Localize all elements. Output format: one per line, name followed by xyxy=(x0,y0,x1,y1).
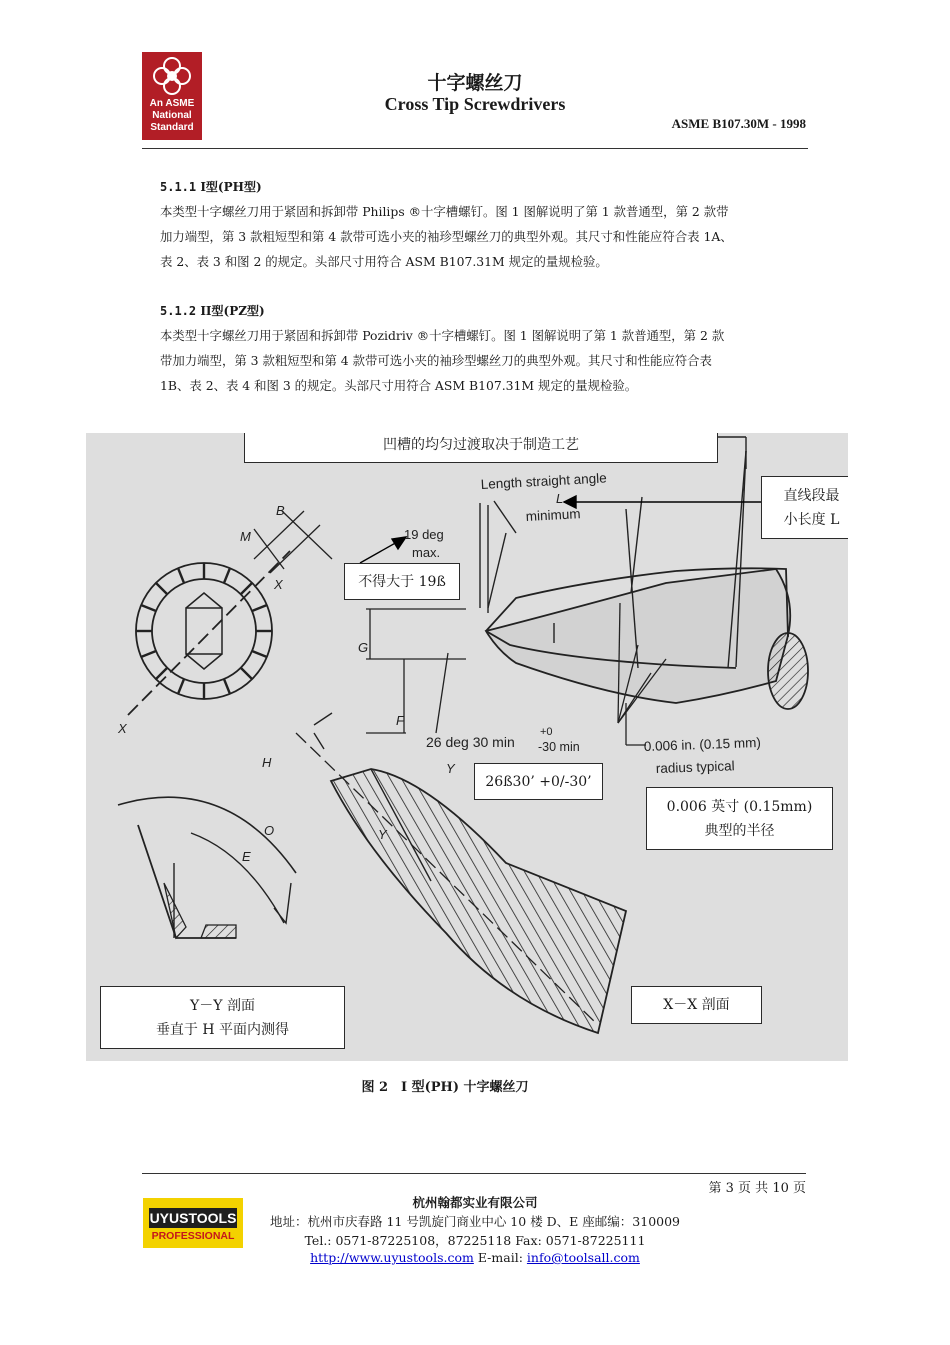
label-minus30: -30 min xyxy=(538,740,580,754)
page-number: 第 3 页 共 10 页 xyxy=(708,1181,806,1196)
label-radius-1: 0.006 in. (0.15 mm) xyxy=(643,734,762,754)
email-link[interactable]: info@toolsall.com xyxy=(526,1250,640,1265)
uyustools-brand: UYUSTOOLS xyxy=(149,1210,237,1226)
label-minimum: minimum xyxy=(525,506,581,524)
label-L: L xyxy=(556,491,564,506)
section-body-512: 本类型十字螺丝刀用于紧固和拆卸带 Pozidriv ®十字槽螺钉。图 1 图解说明了第 1 款普通型，第 2 款 带加力端型，第 3 款粗短型和第 4 款带可选小夹的袖珍型螺丝刀的典型外观。其尺寸和性能应符合表 1B、表 2、表 4 和图 3 的规定。头部尺寸用符合 ASM B107.31M 规定的量规检验。 xyxy=(160,328,725,393)
email-label: E-mail: xyxy=(477,1250,523,1265)
callout-xx-section: X－X 剖面 xyxy=(631,986,762,1024)
asme-emblem-icon xyxy=(152,56,192,96)
label-E: E xyxy=(242,849,251,864)
label-X-bottom: X xyxy=(118,721,127,736)
section-heading-512: 5.1.2 II型(PZ型) xyxy=(160,304,265,318)
label-19deg: 19 deg xyxy=(404,527,444,542)
section-heading-511: 5.1.1 I型(PH型) xyxy=(160,180,262,194)
label-O: O xyxy=(264,823,275,838)
technical-drawing xyxy=(86,433,848,1061)
callout-yy-section: Y－Y 剖面 垂直于 H 平面内测得 xyxy=(100,986,345,1049)
label-F: F xyxy=(396,713,404,728)
label-26deg: 26 deg 30 min xyxy=(426,734,515,750)
header-divider xyxy=(142,148,808,149)
label-plus0: +0 xyxy=(540,726,553,738)
callout-radius: 0.006 英寸 (0.15mm) 典型的半径 xyxy=(646,787,833,850)
asme-logo-text: An ASME National Standard xyxy=(149,98,195,133)
callout-angle-26: 26ß30’ +0/-30’ xyxy=(474,763,603,800)
callout-max-19: 不得大于 19ß xyxy=(344,563,460,600)
label-max: max. xyxy=(412,545,441,560)
asme-logo xyxy=(142,52,202,140)
label-X-top: X xyxy=(274,577,283,592)
label-H: H xyxy=(262,755,272,770)
label-M: M xyxy=(240,529,251,544)
label-Y-mid: Y xyxy=(378,827,387,842)
company-name: 杭州翰都实业有限公司 xyxy=(412,1195,538,1210)
end-view-drawing xyxy=(128,511,332,715)
label-G: G xyxy=(358,640,369,655)
title-english: Cross Tip Screwdrivers xyxy=(384,94,566,114)
section-body-511: 本类型十字螺丝刀用于紧固和拆卸带 Philips ®十字槽螺钉。图 1 图解说明了第 1 款普通型，第 2 款带 加力端型，第 3 款粗短型和第 4 款带可选小夹的袖珍型螺丝刀的典型外观。其尺寸和性能应符合表 1A、 表 2、表 3 和图 2 的规定。头部尺寸用符合 ASM B107.31M 规定的量规检验。 xyxy=(160,204,733,269)
screwdriver-figure xyxy=(86,433,848,1061)
yy-section-drawing xyxy=(118,797,296,938)
label-length-straight: Length straight angle xyxy=(480,470,608,492)
label-B: B xyxy=(276,503,285,518)
label-radius-2: radius typical xyxy=(655,758,735,776)
title-chinese: 十字螺丝刀 xyxy=(427,72,523,94)
callout-transition: 凹槽的均匀过渡取决于制造工艺 xyxy=(244,433,718,463)
callout-straight-length: 直线段最 小长度 L xyxy=(761,476,848,539)
document-code: ASME B107.30M - 1998 xyxy=(671,116,806,131)
uyustools-tagline: PROFESSIONAL xyxy=(151,1230,235,1242)
footer-divider xyxy=(142,1173,806,1174)
figure-caption: 图 2 I 型(PH) 十字螺丝刀 xyxy=(361,1080,529,1095)
label-Y-top: Y xyxy=(446,761,455,776)
company-address: 地址：杭州市庆春路 11 号凯旋门商业中心 10 楼 D、E 座邮编：310009 xyxy=(269,1214,681,1229)
company-phone-fax: Tel.: 0571-87225108，87225118 Fax: 0571-87225111 xyxy=(304,1233,646,1248)
company-web-email xyxy=(195,1250,755,1265)
website-link[interactable]: http://www.uyustools.com xyxy=(310,1250,474,1265)
xx-section-drawing xyxy=(296,713,626,1033)
